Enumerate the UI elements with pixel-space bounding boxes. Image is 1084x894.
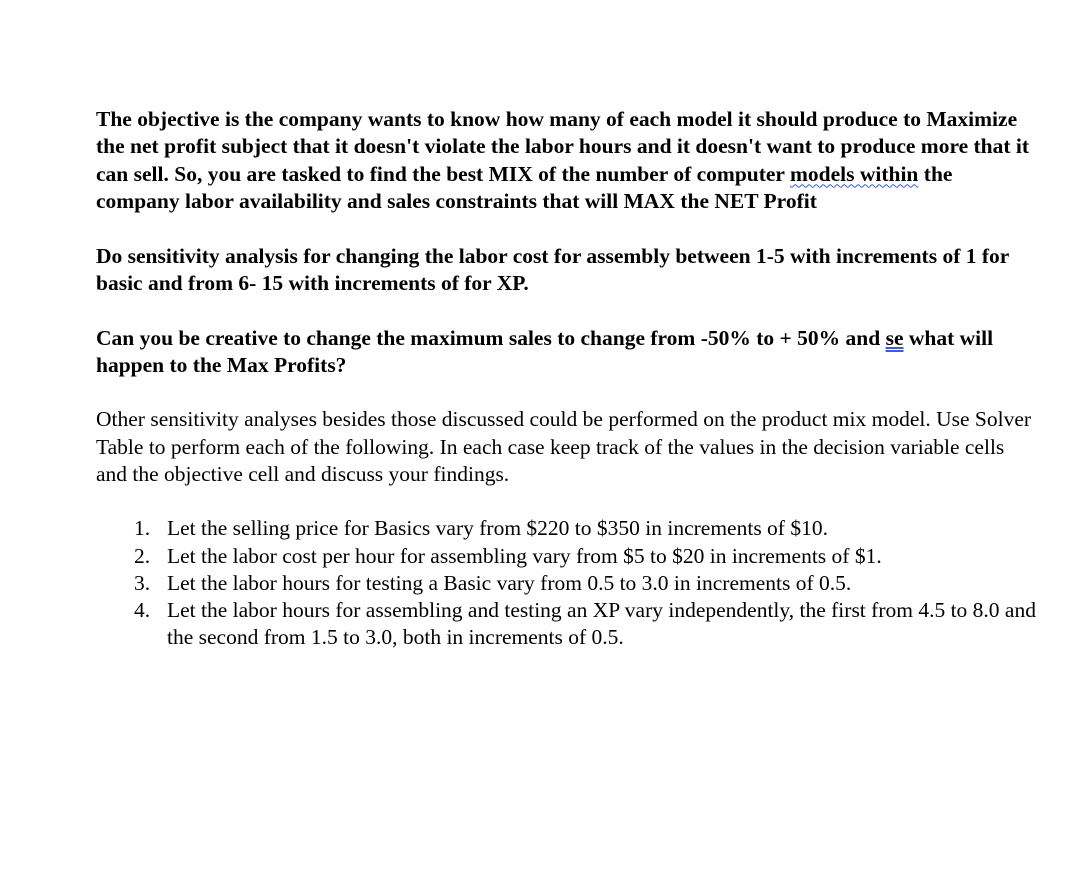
max-sales-text-end: what will happen to the Max Profits? [96, 325, 994, 378]
document-body [96, 106, 1036, 652]
list-item [134, 570, 1036, 597]
list-item-number: 4. [134, 598, 151, 623]
grammar-flagged-phrase[interactable]: models within [789, 161, 919, 186]
list-item-text: Let the selling price for Basics vary from $220 to $350 in increments of $10. [167, 516, 828, 541]
list-item [134, 597, 1036, 652]
list-item-text: Let the labor hours for testing a Basic vary from 0.5 to 3.0 in increments of 0.5. [167, 570, 852, 595]
list-item [134, 543, 1036, 570]
other-sensitivity-paragraph: Other sensitivity analyses besides those discussed could be performed on the product mix model. Use Solver Table to perform each of the following. In each case keep track of the values in the decision variable cells and the objective cell and discuss your findings. [96, 407, 1032, 486]
max-sales-text-start: Can you be creative to change the maximum sales to change from -50% to + 50% and [96, 325, 886, 350]
objective-paragraph [96, 106, 1036, 215]
list-item [134, 515, 1036, 542]
max-sales-paragraph [96, 325, 1036, 380]
spelling-flagged-word[interactable]: se [885, 325, 904, 350]
list-item-number: 2. [134, 543, 151, 568]
list-item-number: 1. [134, 516, 151, 541]
sensitivity-task-list [96, 515, 1036, 651]
list-item-number: 3. [134, 570, 151, 595]
list-item-text: Let the labor cost per hour for assembling vary from $5 to $20 in increments of $1. [167, 543, 882, 568]
list-item-text: Let the labor hours for assembling and testing an XP vary independently, the first from 4.5 to 8.0 and the second from 1.5 to 3.0, both in increments of 0.5. [167, 598, 1036, 650]
objective-text-end: the company labor availability and sales constraints that will MAX the NET Profit [96, 161, 953, 213]
sensitivity-labor-paragraph: Do sensitivity analysis for changing the labor cost for assembly between 1-5 with increments of 1 for basic and from 6- 15 with increments of for XP. [96, 244, 1009, 296]
objective-text-start: The objective is the company wants to know how many of each model it should produce to Maximize the net profit subject that it doesn't violate the labor hours and it doesn't want to produce more that it can sell. So, you are tasked to find the best MIX of the number of computer [96, 107, 1030, 186]
